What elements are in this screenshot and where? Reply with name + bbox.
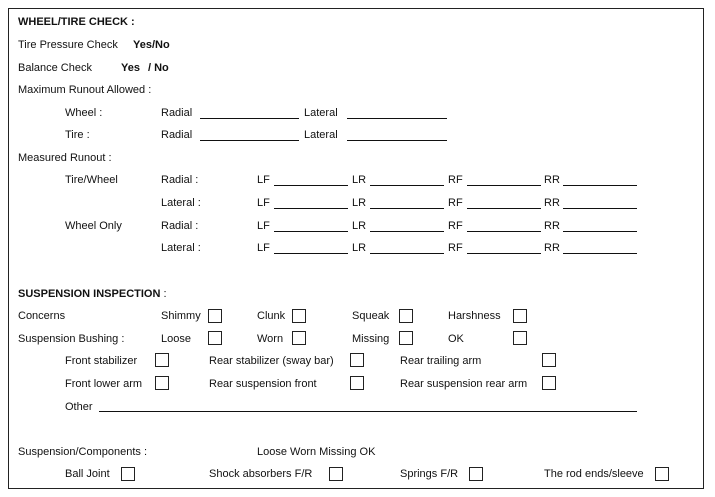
concern-clunk-checkbox[interactable] bbox=[292, 309, 306, 323]
concern-harshness-checkbox[interactable] bbox=[513, 309, 527, 323]
max-tire-radial-label: Radial bbox=[161, 129, 193, 141]
ball-joint-checkbox[interactable] bbox=[121, 467, 135, 481]
wheel-only-lateral-label: Lateral : bbox=[161, 242, 201, 254]
measured-runout-label: Measured Runout : bbox=[18, 152, 112, 164]
bushing-worn-label: Worn bbox=[257, 333, 284, 345]
tire-wheel-lateral-rf-field[interactable] bbox=[467, 208, 541, 209]
position-label-lf: LF bbox=[257, 174, 270, 186]
rear-suspension-front-label: Rear suspension front bbox=[209, 378, 317, 390]
rear-suspension-rear-arm-label: Rear suspension rear arm bbox=[400, 378, 528, 390]
tire-pressure-yes-no[interactable]: Yes/No bbox=[133, 39, 170, 51]
wheel-only-label: Wheel Only bbox=[65, 220, 122, 232]
position-label-lr: LR bbox=[352, 242, 367, 254]
front-stabilizer-label: Front stabilizer bbox=[65, 355, 138, 367]
springs-checkbox[interactable] bbox=[469, 467, 483, 481]
ball-joint-label: Ball Joint bbox=[65, 468, 110, 480]
wheel-only-radial-lr-field[interactable] bbox=[370, 231, 444, 232]
concern-squeak-checkbox[interactable] bbox=[399, 309, 413, 323]
position-label-rr: RR bbox=[544, 242, 560, 254]
front-lower-arm-label: Front lower arm bbox=[65, 378, 143, 390]
rear-suspension-front-checkbox[interactable] bbox=[350, 376, 364, 390]
tire-wheel-lateral-lf-field[interactable] bbox=[274, 208, 348, 209]
concern-squeak-label: Squeak bbox=[352, 310, 390, 322]
position-label-lf: LF bbox=[257, 220, 270, 232]
position-label-lr: LR bbox=[352, 220, 367, 232]
rear-stabilizer-checkbox[interactable] bbox=[350, 353, 364, 367]
wheel-only-lateral-lf-field[interactable] bbox=[274, 253, 348, 254]
tire-wheel-radial-rr-field[interactable] bbox=[563, 185, 637, 186]
shock-absorbers-checkbox[interactable] bbox=[329, 467, 343, 481]
rear-trailing-arm-checkbox[interactable] bbox=[542, 353, 556, 367]
wheel-only-radial-lf-field[interactable] bbox=[274, 231, 348, 232]
max-tire-lateral-field[interactable] bbox=[347, 140, 447, 141]
max-wheel-label: Wheel : bbox=[65, 107, 103, 119]
rear-suspension-rear-arm-checkbox[interactable] bbox=[542, 376, 556, 390]
max-tire-lateral-label: Lateral bbox=[304, 129, 338, 141]
position-label-lf: LF bbox=[257, 242, 270, 254]
max-wheel-lateral-field[interactable] bbox=[347, 118, 447, 119]
max-tire-radial-field[interactable] bbox=[200, 140, 299, 141]
concern-harshness-label: Harshness bbox=[448, 310, 501, 322]
tire-wheel-lateral-rr-field[interactable] bbox=[563, 208, 637, 209]
tire-pressure-check-label: Tire Pressure Check bbox=[18, 39, 118, 51]
position-label-rr: RR bbox=[544, 174, 560, 186]
rear-trailing-arm-label: Rear trailing arm bbox=[400, 355, 482, 367]
concern-shimmy-checkbox[interactable] bbox=[208, 309, 222, 323]
bushing-ok-label: OK bbox=[448, 333, 464, 345]
wheel-only-lateral-rf-field[interactable] bbox=[467, 253, 541, 254]
tire-wheel-lateral-label: Lateral : bbox=[161, 197, 201, 209]
bushing-missing-checkbox[interactable] bbox=[399, 331, 413, 345]
suspension-components-label: Suspension/Components : bbox=[18, 446, 148, 458]
position-label-rf: RF bbox=[448, 197, 463, 209]
balance-yes[interactable]: Yes bbox=[121, 62, 140, 74]
max-wheel-radial-field[interactable] bbox=[200, 118, 299, 119]
springs-label: Springs F/R bbox=[400, 468, 459, 480]
position-label-rf: RF bbox=[448, 220, 463, 232]
concerns-label: Concerns bbox=[18, 310, 66, 322]
max-tire-label: Tire : bbox=[65, 129, 90, 141]
front-lower-arm-checkbox[interactable] bbox=[155, 376, 169, 390]
position-label-rf: RF bbox=[448, 174, 463, 186]
position-label-lr: LR bbox=[352, 197, 367, 209]
wheel-only-radial-label: Radial : bbox=[161, 220, 199, 232]
wheel-tire-check-heading: WHEEL/TIRE CHECK : bbox=[18, 16, 135, 28]
tire-wheel-radial-lr-field[interactable] bbox=[370, 185, 444, 186]
position-label-rf: RF bbox=[448, 242, 463, 254]
max-wheel-lateral-label: Lateral bbox=[304, 107, 338, 119]
bushing-worn-checkbox[interactable] bbox=[292, 331, 306, 345]
front-stabilizer-checkbox[interactable] bbox=[155, 353, 169, 367]
max-runout-label: Maximum Runout Allowed : bbox=[18, 84, 152, 96]
wheel-only-lateral-lr-field[interactable] bbox=[370, 253, 444, 254]
max-wheel-radial-label: Radial bbox=[161, 107, 193, 119]
bushing-loose-label: Loose bbox=[161, 333, 191, 345]
tire-wheel-lateral-lr-field[interactable] bbox=[370, 208, 444, 209]
concern-shimmy-label: Shimmy bbox=[161, 310, 201, 322]
tire-wheel-label: Tire/Wheel bbox=[65, 174, 118, 186]
rod-ends-label: The rod ends/sleeve bbox=[544, 468, 644, 480]
wheel-only-radial-rr-field[interactable] bbox=[563, 231, 637, 232]
bushing-loose-checkbox[interactable] bbox=[208, 331, 222, 345]
position-label-lr: LR bbox=[352, 174, 367, 186]
position-label-lf: LF bbox=[257, 197, 270, 209]
bushing-ok-checkbox[interactable] bbox=[513, 331, 527, 345]
position-label-rr: RR bbox=[544, 197, 560, 209]
shock-absorbers-label: Shock absorbers F/R bbox=[209, 468, 313, 480]
tire-wheel-radial-label: Radial : bbox=[161, 174, 199, 186]
position-label-rr: RR bbox=[544, 220, 560, 232]
rod-ends-checkbox[interactable] bbox=[655, 467, 669, 481]
wheel-only-lateral-rr-field[interactable] bbox=[563, 253, 637, 254]
concern-clunk-label: Clunk bbox=[257, 310, 286, 322]
tire-wheel-radial-lf-field[interactable] bbox=[274, 185, 348, 186]
other-label: Other bbox=[65, 401, 93, 413]
bushing-missing-label: Missing bbox=[352, 333, 390, 345]
suspension-inspection-heading: SUSPENSION INSPECTION : bbox=[18, 288, 167, 300]
balance-no[interactable]: / No bbox=[148, 62, 169, 74]
balance-check-label: Balance Check bbox=[18, 62, 92, 74]
wheel-only-radial-rf-field[interactable] bbox=[467, 231, 541, 232]
rear-stabilizer-label: Rear stabilizer (sway bar) bbox=[209, 355, 334, 367]
tire-wheel-radial-rf-field[interactable] bbox=[467, 185, 541, 186]
components-legend: Loose Worn Missing OK bbox=[257, 446, 376, 458]
other-field[interactable] bbox=[99, 411, 637, 412]
suspension-bushing-label: Suspension Bushing : bbox=[18, 333, 125, 345]
